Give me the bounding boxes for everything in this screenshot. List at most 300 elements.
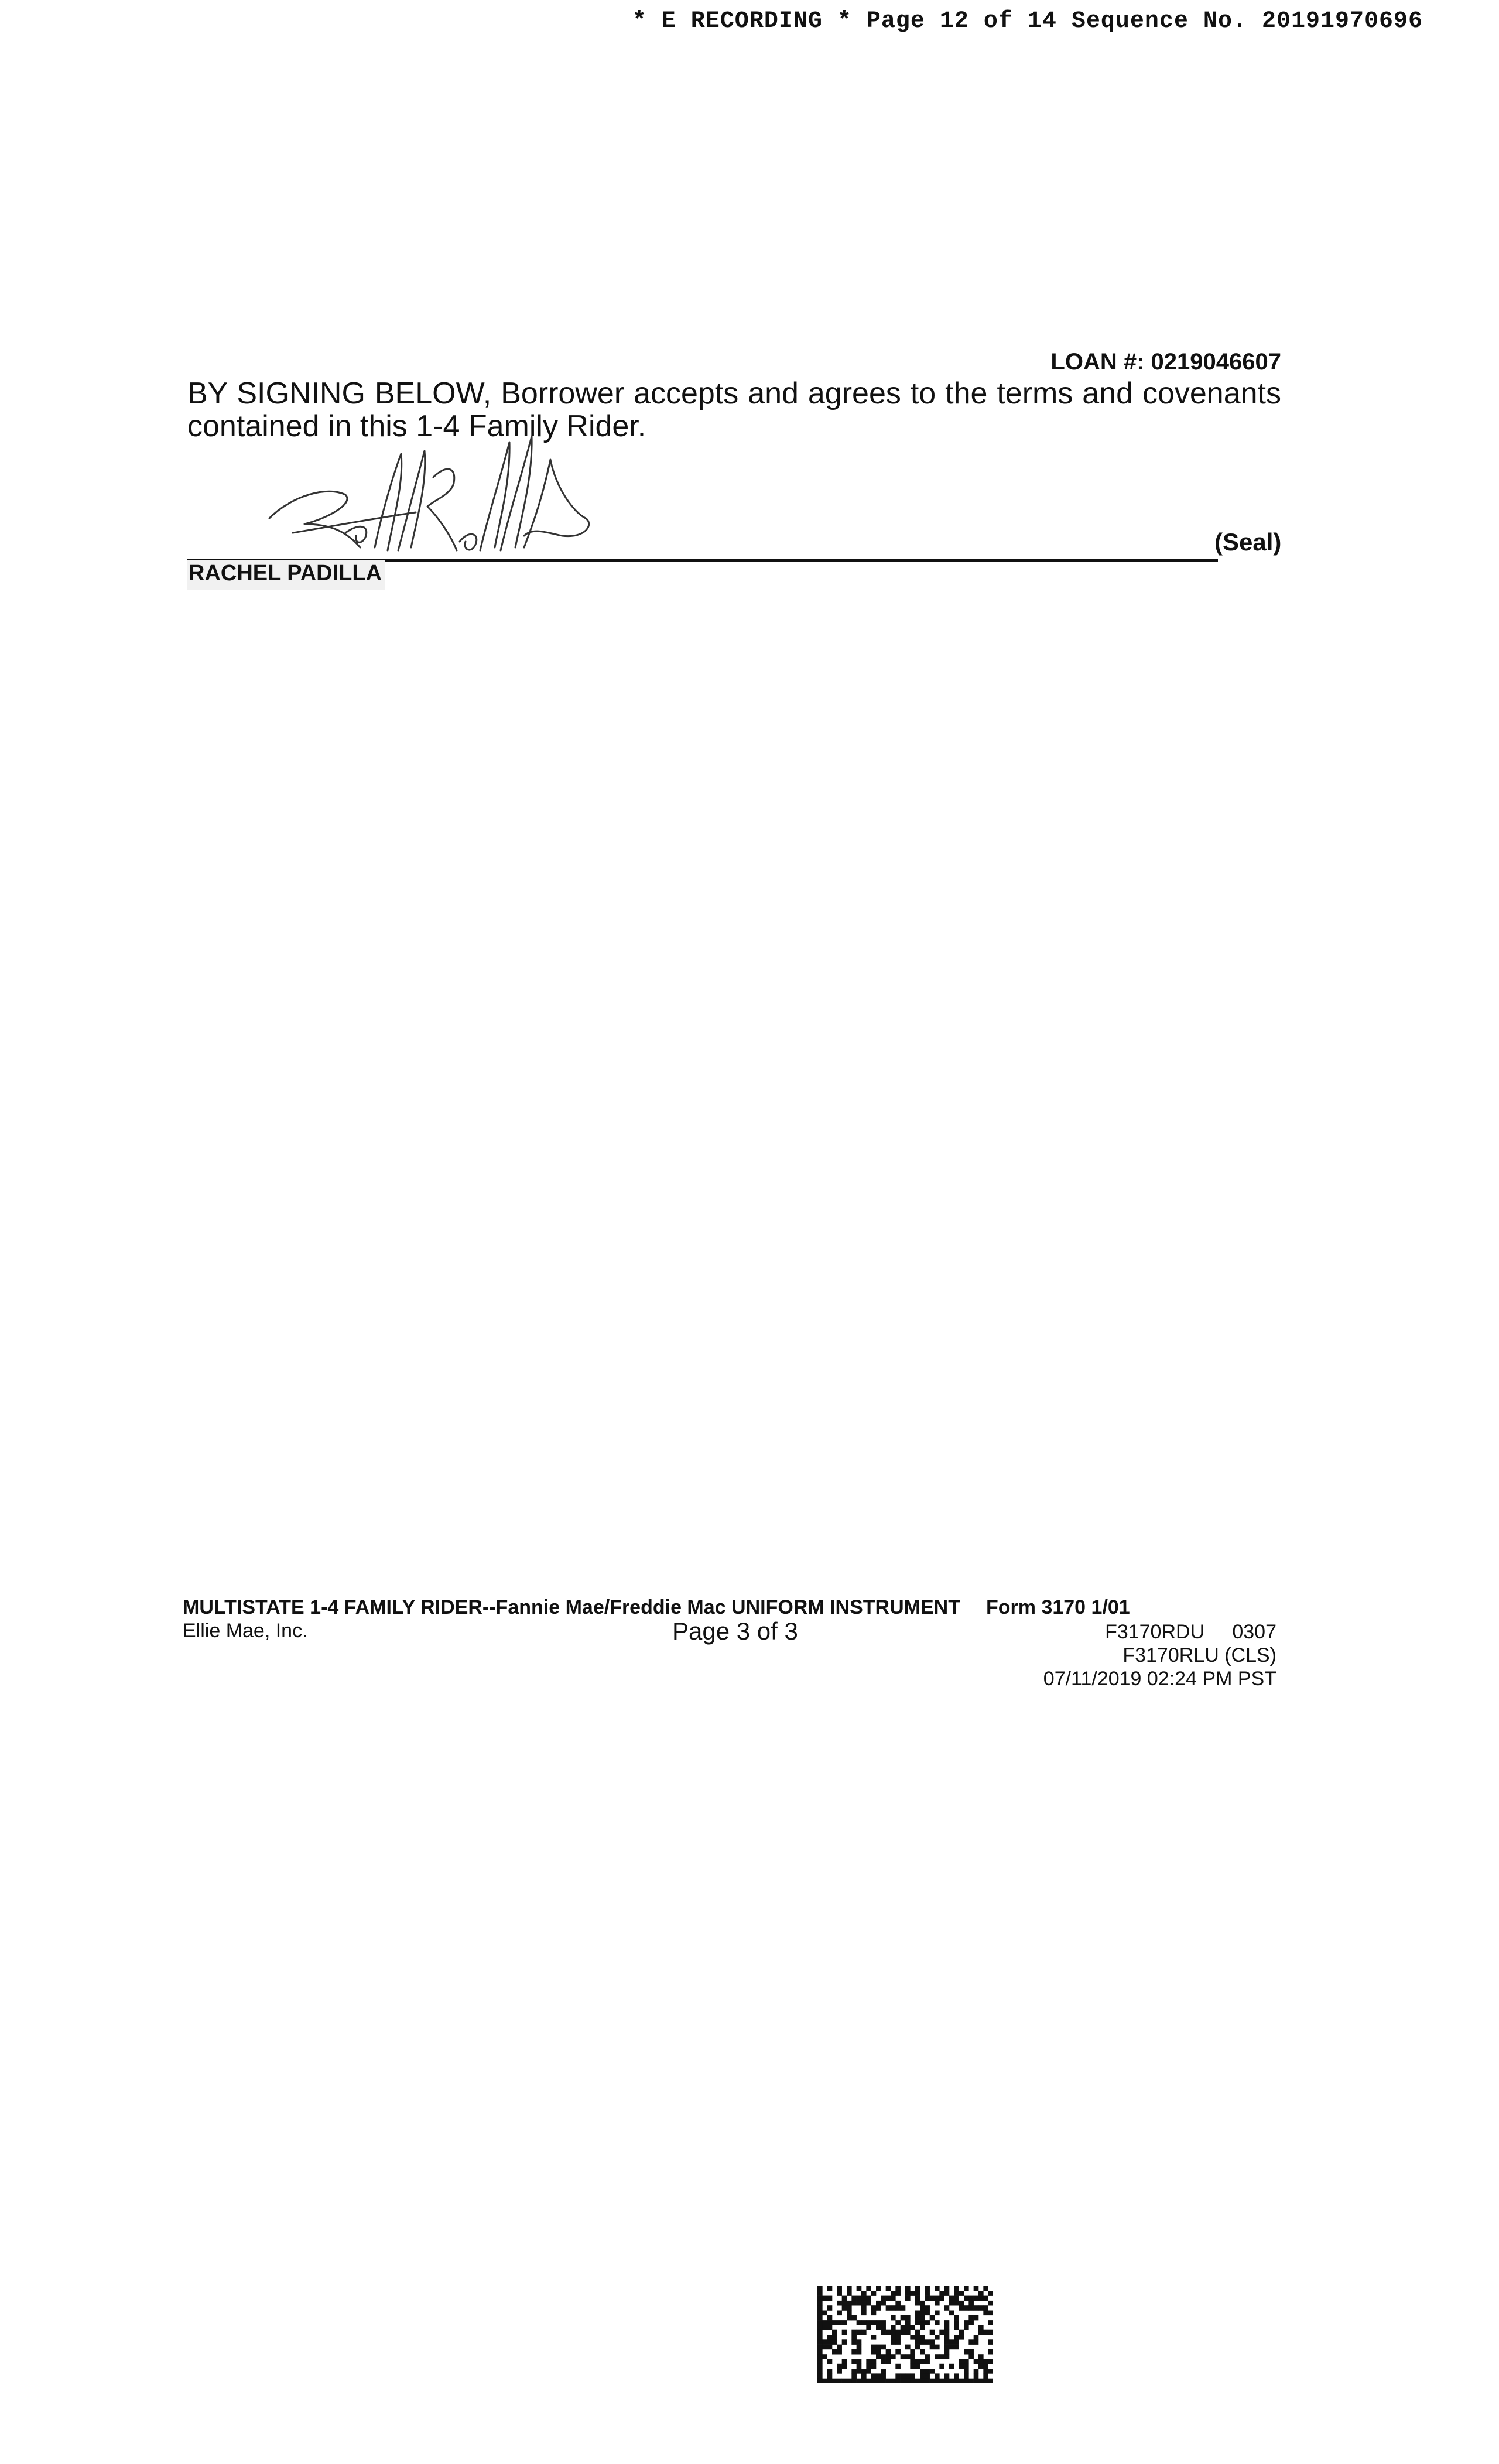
barcode-module: [915, 2315, 920, 2321]
barcode-module: [920, 2305, 925, 2311]
print-timestamp: 07/11/2019 02:24 PM PST: [1043, 1668, 1276, 1690]
barcode-module: [983, 2359, 988, 2364]
barcode-module: [954, 2286, 959, 2291]
barcode-module: [895, 2286, 901, 2291]
barcode-module: [827, 2315, 833, 2321]
barcode-module: [851, 2296, 857, 2301]
barcode-module: [871, 2320, 877, 2325]
barcode-module: [876, 2305, 881, 2311]
barcode-module: [901, 2305, 906, 2311]
barcode-module: [935, 2320, 940, 2325]
barcode-module: [930, 2345, 935, 2350]
barcode-module: [861, 2379, 867, 2383]
barcode-module: [915, 2296, 920, 2301]
barcode-module: [891, 2315, 896, 2321]
barcode-module: [925, 2379, 930, 2383]
barcode-module: [964, 2369, 969, 2374]
barcode-module: [837, 2349, 842, 2355]
barcode-module: [827, 2296, 833, 2301]
barcode-module: [920, 2320, 925, 2325]
barcode-module: [876, 2286, 881, 2291]
barcode-module: [910, 2349, 915, 2355]
barcode-module: [949, 2339, 954, 2345]
barcode-module: [851, 2315, 857, 2321]
barcode-module: [954, 2296, 959, 2301]
barcode-module: [901, 2325, 906, 2330]
barcode-module: [959, 2364, 964, 2369]
barcode-module: [978, 2364, 984, 2369]
seal-label: (Seal): [1214, 528, 1282, 556]
barcode-module: [968, 2349, 974, 2355]
form-code-rlu: F3170RLU (CLS): [1122, 1644, 1276, 1666]
barcode-module: [827, 2345, 833, 2350]
barcode-module: [876, 2301, 881, 2306]
barcode-module: [847, 2315, 852, 2321]
barcode-module: [939, 2354, 944, 2359]
barcode-module: [842, 2296, 847, 2301]
barcode-module: [978, 2291, 984, 2296]
barcode-module: [861, 2311, 867, 2316]
barcode-module: [851, 2301, 857, 2306]
barcode-module: [837, 2379, 842, 2383]
barcode-module: [857, 2330, 862, 2335]
barcode-module: [817, 2354, 823, 2359]
barcode-module: [876, 2349, 881, 2355]
barcode-module: [886, 2296, 891, 2301]
barcode-module: [939, 2379, 944, 2383]
barcode-module: [837, 2291, 842, 2296]
barcode-module: [905, 2291, 911, 2296]
barcode-module: [847, 2305, 852, 2311]
barcode-module: [871, 2305, 877, 2311]
barcode-module: [905, 2320, 911, 2325]
barcode-module: [822, 2379, 827, 2383]
barcode-module: [944, 2354, 950, 2359]
barcode-module: [901, 2379, 906, 2383]
barcode-module: [930, 2379, 935, 2383]
footer-company: Ellie Mae, Inc.: [183, 1620, 308, 1642]
barcode-module: [817, 2291, 823, 2296]
barcode-module: [905, 2379, 911, 2383]
barcode-module: [968, 2379, 974, 2383]
barcode-module: [891, 2330, 896, 2335]
barcode-module: [964, 2325, 969, 2330]
barcode-module: [920, 2349, 925, 2355]
barcode-module: [895, 2320, 901, 2325]
barcode-module: [851, 2349, 857, 2355]
barcode-module: [915, 2339, 920, 2345]
barcode-module: [832, 2339, 837, 2345]
barcode-module: [876, 2373, 881, 2379]
barcode-module: [876, 2345, 881, 2350]
barcode-module: [949, 2379, 954, 2383]
barcode-module: [925, 2373, 930, 2379]
barcode-module: [974, 2315, 979, 2321]
barcode-module: [866, 2364, 871, 2369]
barcode-module: [901, 2330, 906, 2335]
barcode-module: [915, 2345, 920, 2350]
barcode-module: [857, 2339, 862, 2345]
barcode-module: [988, 2291, 993, 2296]
barcode-module: [930, 2330, 935, 2335]
barcode-module: [895, 2301, 901, 2306]
barcode-module: [895, 2330, 901, 2335]
barcode-module: [871, 2379, 877, 2383]
barcode-module: [847, 2291, 852, 2296]
barcode-module: [847, 2379, 852, 2383]
barcode-module: [935, 2335, 940, 2340]
barcode-module: [832, 2320, 837, 2325]
barcode-module: [915, 2311, 920, 2316]
barcode-module: [861, 2320, 867, 2325]
barcode-module: [837, 2311, 842, 2316]
barcode-module: [857, 2369, 862, 2374]
barcode-module: [988, 2359, 993, 2364]
barcode-module: [861, 2373, 867, 2379]
barcode-module: [866, 2286, 871, 2291]
barcode-module: [901, 2354, 906, 2359]
barcode-module: [881, 2320, 886, 2325]
barcode-module: [974, 2305, 979, 2311]
barcode-module: [851, 2373, 857, 2379]
barcode-module: [930, 2339, 935, 2345]
signing-statement: BY SIGNING BELOW, Borrower accepts and agrees to the terms and covenants contained in this 1-4 Family Rider.: [187, 377, 1281, 443]
barcode-module: [988, 2379, 993, 2383]
barcode-module: [915, 2364, 920, 2369]
barcode-module: [925, 2339, 930, 2345]
barcode-module: [910, 2373, 915, 2379]
barcode-module: [978, 2330, 984, 2335]
barcode-module: [891, 2325, 896, 2330]
barcode-module: [842, 2364, 847, 2369]
barcode-module: [905, 2315, 911, 2321]
barcode-module: [895, 2335, 901, 2340]
barcode-module: [968, 2354, 974, 2359]
barcode-module: [827, 2320, 833, 2325]
barcode-module: [817, 2325, 823, 2330]
barcode-module: [817, 2349, 823, 2355]
form-number: Form 3170 1/01: [986, 1596, 1130, 1618]
barcode-module: [827, 2339, 833, 2345]
page-number: Page 3 of 3: [672, 1617, 798, 1645]
barcode-module: [974, 2373, 979, 2379]
barcode-module: [817, 2320, 823, 2325]
barcode-module: [988, 2339, 993, 2345]
barcode-module: [827, 2379, 833, 2383]
barcode-module: [886, 2286, 891, 2291]
datamatrix-barcode: [817, 2286, 993, 2383]
barcode-module: [842, 2301, 847, 2306]
barcode-module: [983, 2296, 988, 2301]
barcode-module: [920, 2325, 925, 2330]
barcode-module: [837, 2364, 842, 2369]
barcode-module: [910, 2364, 915, 2369]
barcode-module: [857, 2349, 862, 2355]
barcode-module: [881, 2369, 886, 2374]
barcode-module: [857, 2296, 862, 2301]
barcode-module: [983, 2379, 988, 2383]
barcode-module: [817, 2359, 823, 2364]
barcode-module: [935, 2345, 940, 2350]
barcode-module: [915, 2291, 920, 2296]
barcode-module: [988, 2301, 993, 2306]
barcode-module: [935, 2301, 940, 2306]
barcode-module: [939, 2330, 944, 2335]
barcode-module: [978, 2305, 984, 2311]
barcode-module: [968, 2301, 974, 2306]
barcode-module: [925, 2320, 930, 2325]
barcode-module: [964, 2296, 969, 2301]
barcode-module: [891, 2379, 896, 2383]
barcode-module: [978, 2354, 984, 2359]
barcode-module: [983, 2364, 988, 2369]
barcode-module: [857, 2320, 862, 2325]
barcode-module: [949, 2311, 954, 2316]
barcode-module: [837, 2301, 842, 2306]
barcode-module: [817, 2311, 823, 2316]
loan-number: [1050, 349, 1281, 375]
barcode-module: [876, 2354, 881, 2359]
barcode-module: [944, 2325, 950, 2330]
barcode-module: [925, 2369, 930, 2374]
barcode-module: [920, 2373, 925, 2379]
barcode-module: [891, 2291, 896, 2296]
barcode-module: [915, 2320, 920, 2325]
barcode-module: [978, 2379, 984, 2383]
barcode-module: [964, 2373, 969, 2379]
barcode-module: [851, 2330, 857, 2335]
barcode-module: [935, 2296, 940, 2301]
barcode-module: [954, 2339, 959, 2345]
barcode-module: [920, 2311, 925, 2316]
barcode-module: [974, 2359, 979, 2364]
barcode-module: [857, 2301, 862, 2306]
barcode-module: [968, 2296, 974, 2301]
barcode-module: [876, 2325, 881, 2330]
barcode-module: [915, 2379, 920, 2383]
barcode-module: [881, 2325, 886, 2330]
barcode-module: [891, 2339, 896, 2345]
barcode-module: [920, 2379, 925, 2383]
barcode-module: [851, 2339, 857, 2345]
barcode-module: [974, 2335, 979, 2340]
barcode-module: [891, 2354, 896, 2359]
barcode-module: [983, 2305, 988, 2311]
barcode-module: [842, 2305, 847, 2311]
barcode-module: [901, 2373, 906, 2379]
barcode-module: [964, 2286, 969, 2291]
barcode-module: [944, 2330, 950, 2335]
barcode-module: [954, 2320, 959, 2325]
barcode-module: [988, 2330, 993, 2335]
barcode-module: [910, 2354, 915, 2359]
barcode-module: [920, 2359, 925, 2364]
barcode-module: [895, 2379, 901, 2383]
barcode-module: [944, 2291, 950, 2296]
barcode-module: [871, 2291, 877, 2296]
barcode-module: [910, 2359, 915, 2364]
barcode-module: [905, 2354, 911, 2359]
barcode-module: [974, 2286, 979, 2291]
barcode-module: [895, 2349, 901, 2355]
barcode-module: [861, 2330, 867, 2335]
barcode-module: [915, 2335, 920, 2340]
barcode-module: [861, 2291, 867, 2296]
barcode-module: [871, 2335, 877, 2340]
barcode-module: [954, 2301, 959, 2306]
barcode-module: [959, 2291, 964, 2296]
barcode-module: [847, 2311, 852, 2316]
barcode-module: [866, 2296, 871, 2301]
barcode-module: [954, 2325, 959, 2330]
barcode-module: [910, 2379, 915, 2383]
barcode-module: [891, 2305, 896, 2311]
barcode-module: [886, 2354, 891, 2359]
barcode-module: [935, 2379, 940, 2383]
barcode-module: [851, 2369, 857, 2374]
barcode-module: [817, 2296, 823, 2301]
barcode-module: [901, 2315, 906, 2321]
barcode-module: [881, 2359, 886, 2364]
barcode-module: [832, 2335, 837, 2340]
barcode-module: [895, 2305, 901, 2311]
barcode-module: [915, 2286, 920, 2291]
barcode-module: [842, 2359, 847, 2364]
barcode-module: [954, 2345, 959, 2350]
barcode-module: [866, 2359, 871, 2364]
barcode-module: [817, 2301, 823, 2306]
barcode-module: [886, 2330, 891, 2335]
barcode-module: [974, 2339, 979, 2345]
barcode-module: [968, 2339, 974, 2345]
barcode-module: [817, 2330, 823, 2335]
barcode-module: [822, 2320, 827, 2325]
barcode-module: [817, 2364, 823, 2369]
barcode-module: [847, 2286, 852, 2291]
barcode-module: [827, 2335, 833, 2340]
barcode-module: [968, 2320, 974, 2325]
barcode-module: [954, 2373, 959, 2379]
barcode-module: [827, 2305, 833, 2311]
barcode-module: [954, 2335, 959, 2340]
barcode-module: [866, 2325, 871, 2330]
loan-value: 0219046607: [1151, 349, 1281, 375]
barcode-module: [935, 2354, 940, 2359]
barcode-module: [959, 2359, 964, 2364]
borrower-name: RACHEL PADILLA: [187, 560, 385, 590]
barcode-module: [827, 2373, 833, 2379]
barcode-module: [944, 2349, 950, 2355]
barcode-module: [857, 2286, 862, 2291]
barcode-module: [837, 2345, 842, 2350]
barcode-module: [905, 2330, 911, 2335]
barcode-module: [871, 2364, 877, 2369]
barcode-module: [910, 2325, 915, 2330]
borrower-signature: [258, 430, 621, 565]
barcode-module: [827, 2359, 833, 2364]
barcode-module: [930, 2315, 935, 2321]
barcode-module: [817, 2345, 823, 2350]
barcode-module: [847, 2301, 852, 2306]
barcode-module: [964, 2379, 969, 2383]
barcode-module: [842, 2320, 847, 2325]
barcode-module: [959, 2301, 964, 2306]
barcode-module: [988, 2320, 993, 2325]
barcode-module: [954, 2291, 959, 2296]
barcode-module: [983, 2311, 988, 2316]
barcode-module: [959, 2335, 964, 2340]
barcode-module: [822, 2339, 827, 2345]
barcode-module: [886, 2305, 891, 2311]
barcode-module: [817, 2369, 823, 2374]
barcode-module: [876, 2379, 881, 2383]
barcode-module: [881, 2345, 886, 2350]
barcode-module: [842, 2330, 847, 2335]
barcode-module: [925, 2286, 930, 2291]
barcode-module: [983, 2369, 988, 2374]
barcode-module: [925, 2311, 930, 2316]
barcode-module: [851, 2359, 857, 2364]
barcode-module: [895, 2291, 901, 2296]
barcode-module: [905, 2286, 911, 2291]
barcode-module: [925, 2354, 930, 2359]
barcode-module: [857, 2379, 862, 2383]
barcode-module: [827, 2369, 833, 2374]
barcode-module: [857, 2359, 862, 2364]
barcode-module: [939, 2291, 944, 2296]
barcode-module: [905, 2345, 911, 2350]
barcode-module: [822, 2354, 827, 2359]
barcode-module: [959, 2305, 964, 2311]
barcode-module: [925, 2296, 930, 2301]
form-code-rdu: F3170RDU 0307: [1105, 1621, 1276, 1643]
barcode-module: [822, 2345, 827, 2350]
barcode-module: [866, 2301, 871, 2306]
barcode-module: [817, 2286, 823, 2291]
recording-stamp: * E RECORDING * Page 12 of 14 Sequence No. 20191970696: [632, 8, 1423, 35]
barcode-module: [964, 2320, 969, 2325]
barcode-module: [935, 2286, 940, 2291]
barcode-module: [910, 2291, 915, 2296]
barcode-module: [817, 2373, 823, 2379]
barcode-module: [857, 2364, 862, 2369]
barcode-module: [974, 2379, 979, 2383]
barcode-module: [851, 2379, 857, 2383]
barcode-module: [954, 2315, 959, 2321]
barcode-module: [871, 2345, 877, 2350]
barcode-module: [866, 2369, 871, 2374]
barcode-module: [905, 2325, 911, 2330]
barcode-module: [822, 2311, 827, 2316]
barcode-module: [983, 2330, 988, 2335]
barcode-module: [861, 2305, 867, 2311]
barcode-module: [871, 2373, 877, 2379]
barcode-module: [925, 2291, 930, 2296]
barcode-module: [959, 2379, 964, 2383]
barcode-module: [939, 2296, 944, 2301]
barcode-module: [915, 2330, 920, 2335]
barcode-module: [915, 2359, 920, 2364]
loan-label: LOAN #:: [1050, 349, 1145, 375]
barcode-module: [920, 2301, 925, 2306]
barcode-module: [968, 2305, 974, 2311]
barcode-module: [886, 2379, 891, 2383]
barcode-module: [837, 2369, 842, 2374]
barcode-module: [949, 2345, 954, 2350]
barcode-module: [978, 2296, 984, 2301]
barcode-module: [944, 2320, 950, 2325]
barcode-module: [915, 2301, 920, 2306]
